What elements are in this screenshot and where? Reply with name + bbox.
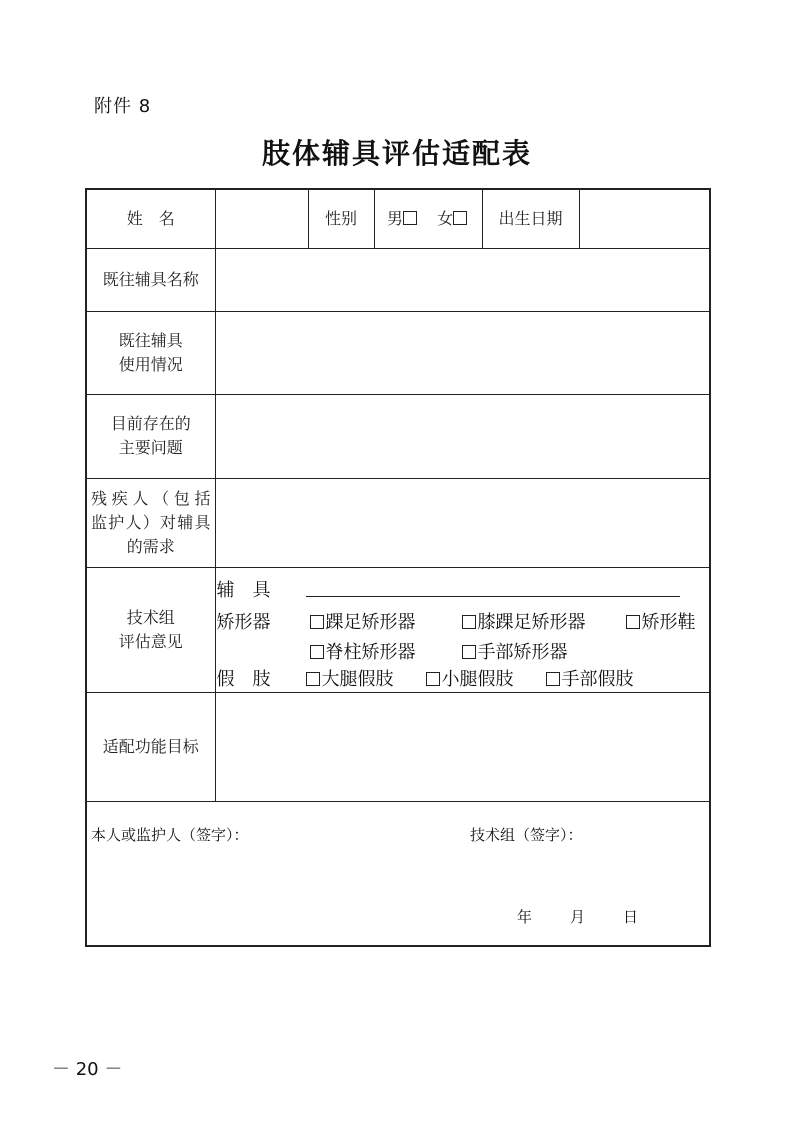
prosthesis-label: 假 肢 <box>216 668 271 690</box>
checkbox-icon[interactable] <box>626 615 640 629</box>
option-lower-leg-prosthesis[interactable]: 小腿假肢 <box>426 665 514 691</box>
male-label: 男 <box>386 208 403 228</box>
row-signature <box>86 801 710 946</box>
row-fitting-goal <box>86 692 710 801</box>
form-table <box>85 188 711 947</box>
option-thigh-prosthesis[interactable]: 大腿假肢 <box>306 665 394 691</box>
field-assessment <box>215 567 710 692</box>
row-needs <box>86 478 710 567</box>
label-previous-device-usage: 既往辅具 使用情况 <box>86 311 215 394</box>
label-previous-device-name: 既往辅具名称 <box>86 248 215 311</box>
checkbox-icon[interactable] <box>310 615 324 629</box>
device-underline[interactable] <box>306 596 680 597</box>
row-previous-device-name <box>86 248 710 311</box>
device-label: 辅 具 <box>216 579 271 601</box>
field-needs[interactable] <box>215 478 710 567</box>
row-assessment <box>86 567 710 692</box>
option-knee-ankle-foot-orthosis[interactable]: 膝踝足矫形器 <box>462 608 586 634</box>
checkbox-icon[interactable] <box>462 645 476 659</box>
field-previous-device-usage[interactable] <box>215 311 710 394</box>
checkbox-icon[interactable] <box>462 615 476 629</box>
assessment-form <box>85 188 709 945</box>
label-birth-date: 出生日期 <box>482 189 579 248</box>
male-checkbox[interactable] <box>403 211 417 225</box>
female-checkbox[interactable] <box>453 211 467 225</box>
orthosis-label: 矫形器 <box>216 611 271 633</box>
row-current-problems <box>86 394 710 478</box>
field-gender[interactable] <box>374 189 482 248</box>
label-fitting-goal: 适配功能目标 <box>86 692 215 801</box>
signature-area <box>86 801 710 946</box>
female-label: 女 <box>437 208 454 228</box>
page-number: － 20 － <box>52 1059 123 1080</box>
day-label: 日 <box>623 907 639 926</box>
option-hand-orthosis[interactable]: 手部矫形器 <box>462 638 568 664</box>
label-name: 姓 名 <box>86 189 215 248</box>
annex-label: 附件 8 <box>94 96 152 117</box>
checkbox-icon[interactable] <box>426 672 440 686</box>
label-needs: 残疾人（包括 监护人）对辅具 的需求 <box>86 478 215 567</box>
signature-date <box>517 906 676 927</box>
self-signature-label: 本人或监护人（签字）： <box>91 825 249 844</box>
row-basic-info <box>86 189 710 248</box>
checkbox-icon[interactable] <box>546 672 560 686</box>
option-ankle-foot-orthosis[interactable]: 踝足矫形器 <box>310 608 416 634</box>
field-fitting-goal[interactable] <box>215 692 710 801</box>
field-previous-device-name[interactable] <box>215 248 710 311</box>
year-label: 年 <box>517 907 533 926</box>
option-spinal-orthosis[interactable]: 脊柱矫形器 <box>310 638 416 664</box>
row-previous-device-usage <box>86 311 710 394</box>
label-assessment: 技术组 评估意见 <box>86 567 215 692</box>
tech-group-signature-label: 技术组（签字）： <box>470 825 583 844</box>
option-orthopedic-shoe[interactable]: 矫形鞋 <box>626 608 696 634</box>
checkbox-icon[interactable] <box>310 645 324 659</box>
field-current-problems[interactable] <box>215 394 710 478</box>
option-hand-prosthesis[interactable]: 手部假肢 <box>546 665 634 691</box>
field-birth-date[interactable] <box>579 189 710 248</box>
label-current-problems: 目前存在的 主要问题 <box>86 394 215 478</box>
field-name[interactable] <box>215 189 308 248</box>
label-gender: 性别 <box>308 189 374 248</box>
checkbox-icon[interactable] <box>306 672 320 686</box>
month-label: 月 <box>570 907 586 926</box>
form-title: 肢体辅具评估适配表 <box>261 137 532 170</box>
